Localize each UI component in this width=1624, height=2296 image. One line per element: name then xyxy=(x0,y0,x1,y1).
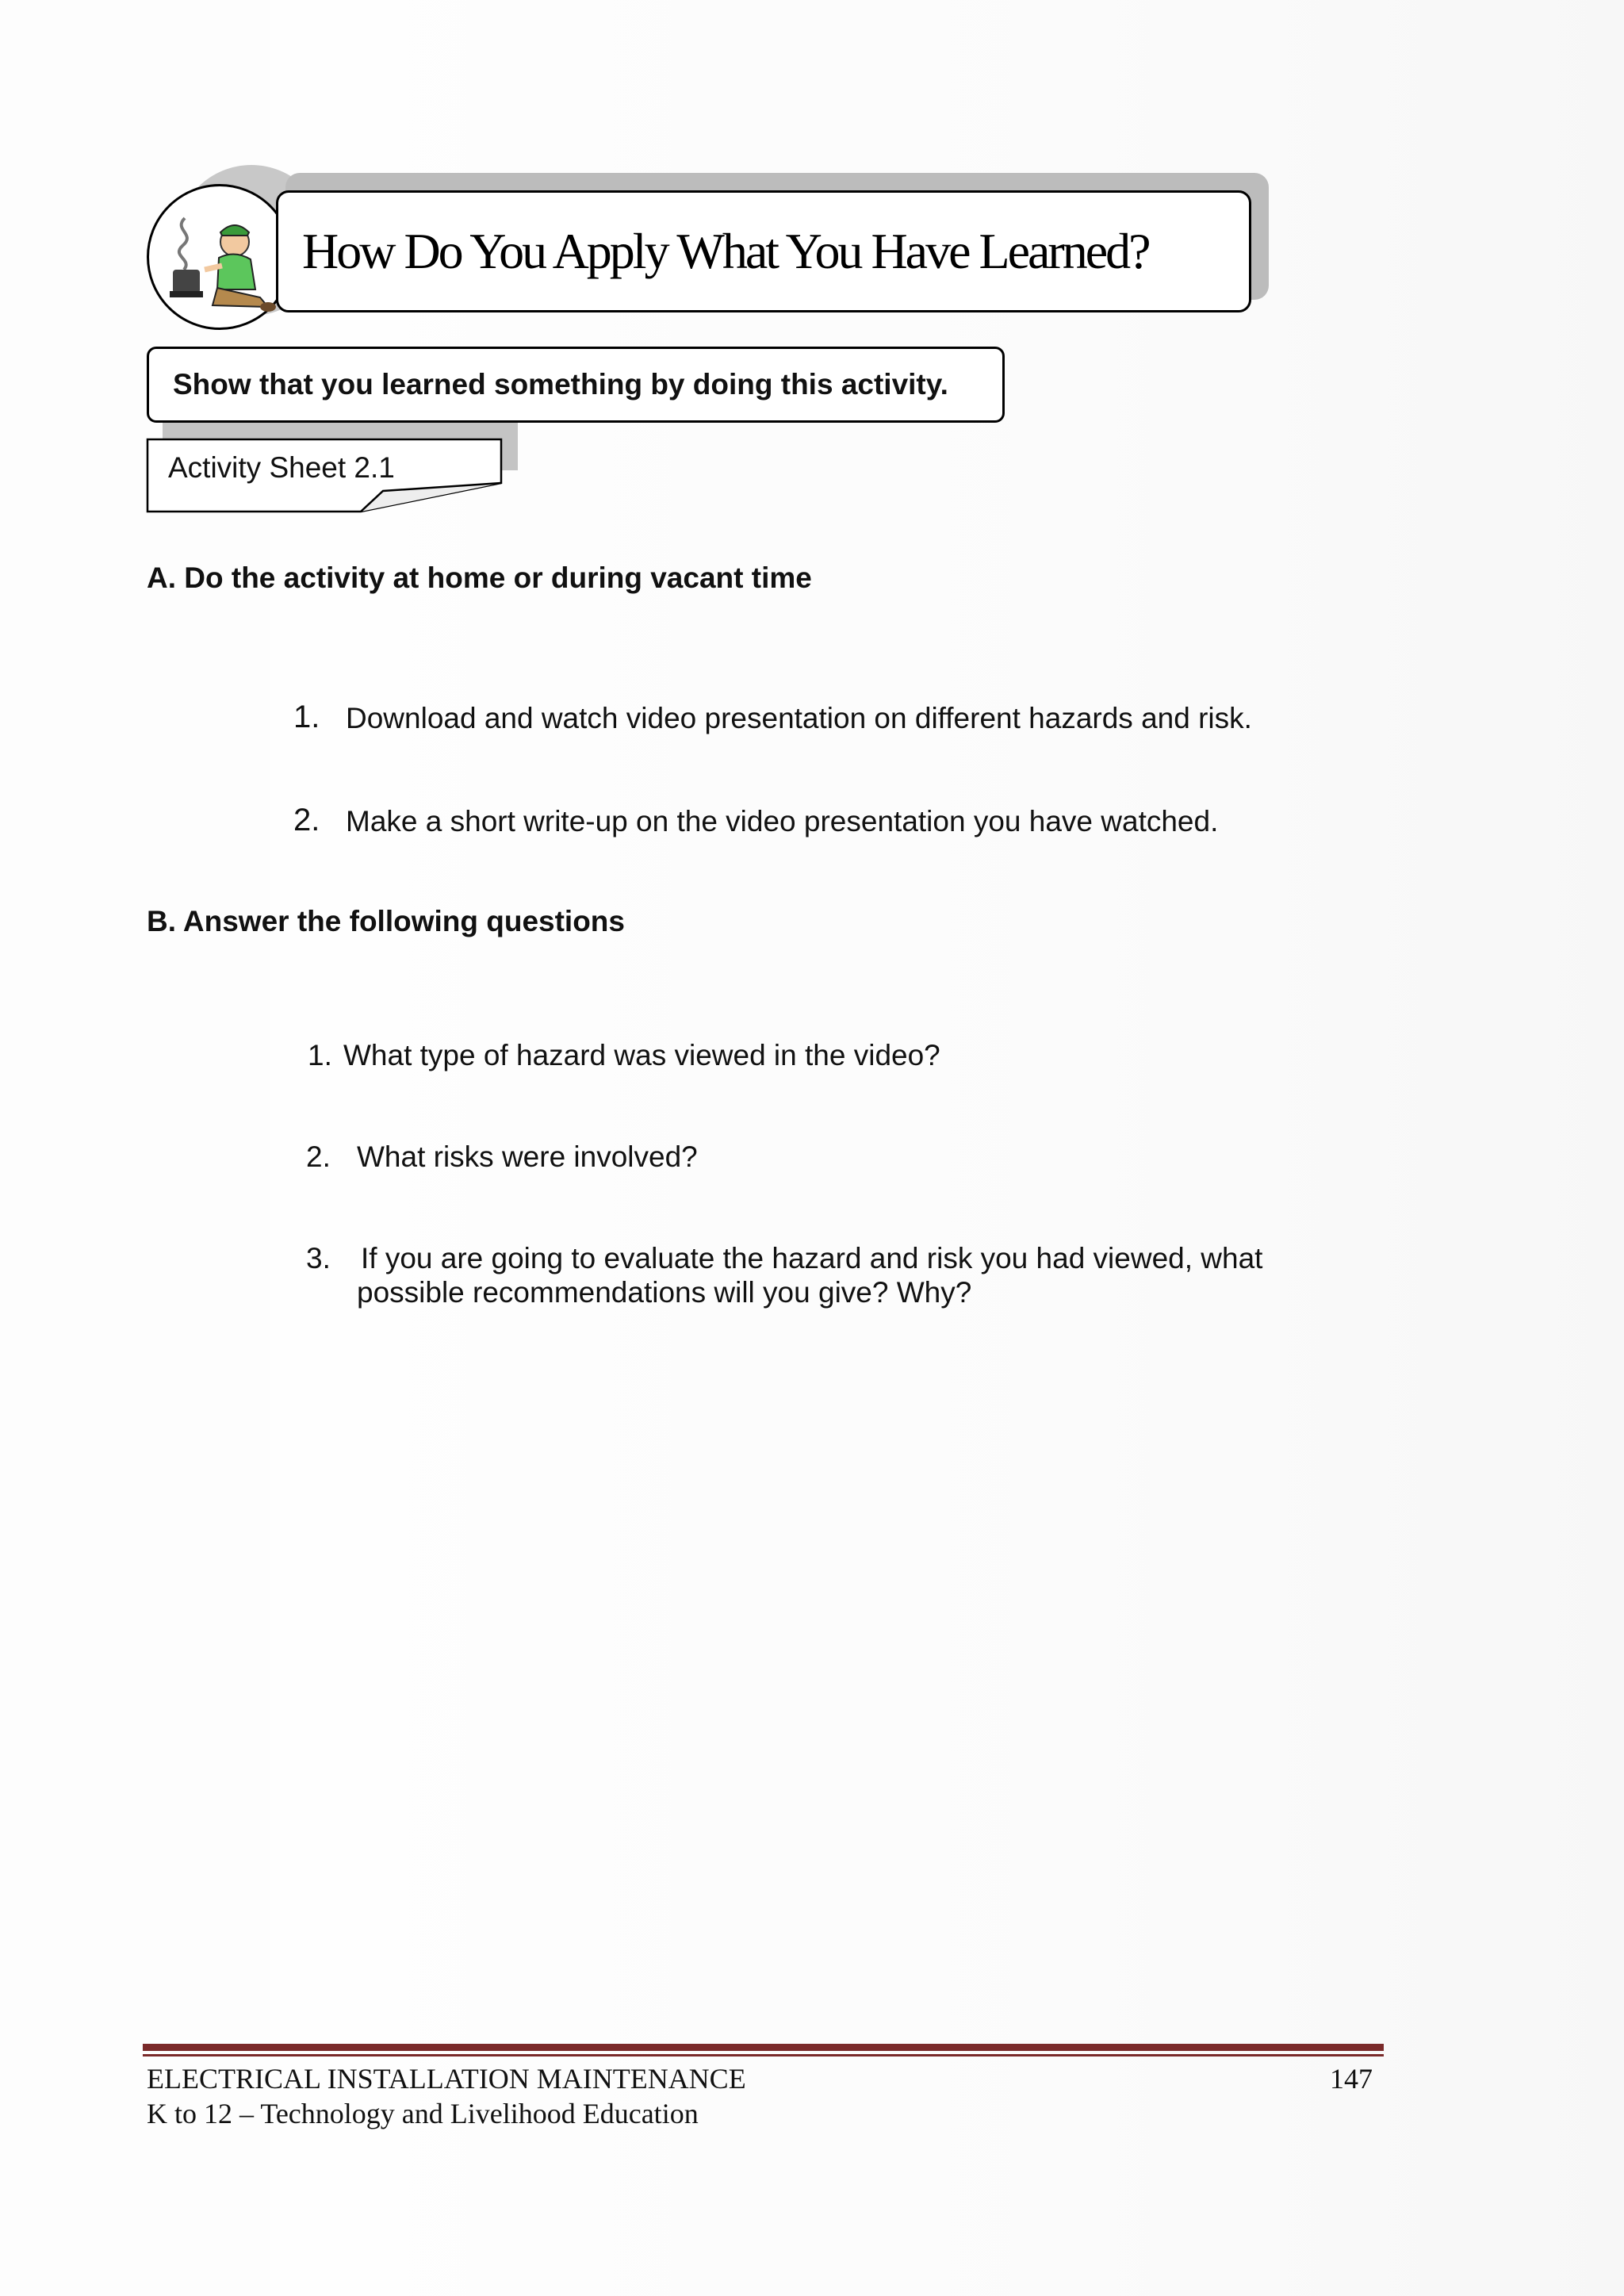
section-a-item-text: Download and watch video presentation on different hazards and risk. xyxy=(346,702,1252,734)
footer-course-title: ELECTRICAL INSTALLATION MAINTENANCE xyxy=(147,2063,746,2095)
question-text: What risks were involved? xyxy=(357,1140,698,1173)
section-b-heading: B. Answer the following questions xyxy=(147,905,625,937)
section-a-item-number: 2. xyxy=(293,803,320,838)
footer-rule xyxy=(143,2044,1384,2051)
instruction-box xyxy=(147,347,1005,423)
title-box xyxy=(276,190,1251,312)
footer-program: K to 12 – Technology and Livelihood Education xyxy=(147,2098,699,2129)
activity-tab-label: Activity Sheet 2.1 xyxy=(168,451,395,484)
icon-circle xyxy=(147,184,293,330)
section-a-item-number: 1. xyxy=(293,700,320,734)
question-text: If you are going to evaluate the hazard and risk you had viewed, what xyxy=(361,1242,1263,1274)
question-number: 2. xyxy=(306,1140,331,1173)
section-a-heading: A. Do the activity at home or during vacant time xyxy=(147,562,812,594)
page-number: 147 xyxy=(1330,2063,1373,2095)
page-title: How Do You Apply What You Have Learned? xyxy=(302,223,1149,279)
question-text: What type of hazard was viewed in the video? xyxy=(343,1039,940,1071)
child-reading-icon xyxy=(149,186,290,328)
question-number: 1. xyxy=(308,1039,332,1071)
instruction-text: Show that you learned something by doing this activity. xyxy=(173,368,948,401)
section-a-item-text: Make a short write-up on the video presentation you have watched. xyxy=(346,805,1219,838)
question-number: 3. xyxy=(306,1242,331,1274)
footer-rule-thin xyxy=(143,2054,1384,2056)
question-text-continued: possible recommendations will you give? Why? xyxy=(357,1276,972,1309)
